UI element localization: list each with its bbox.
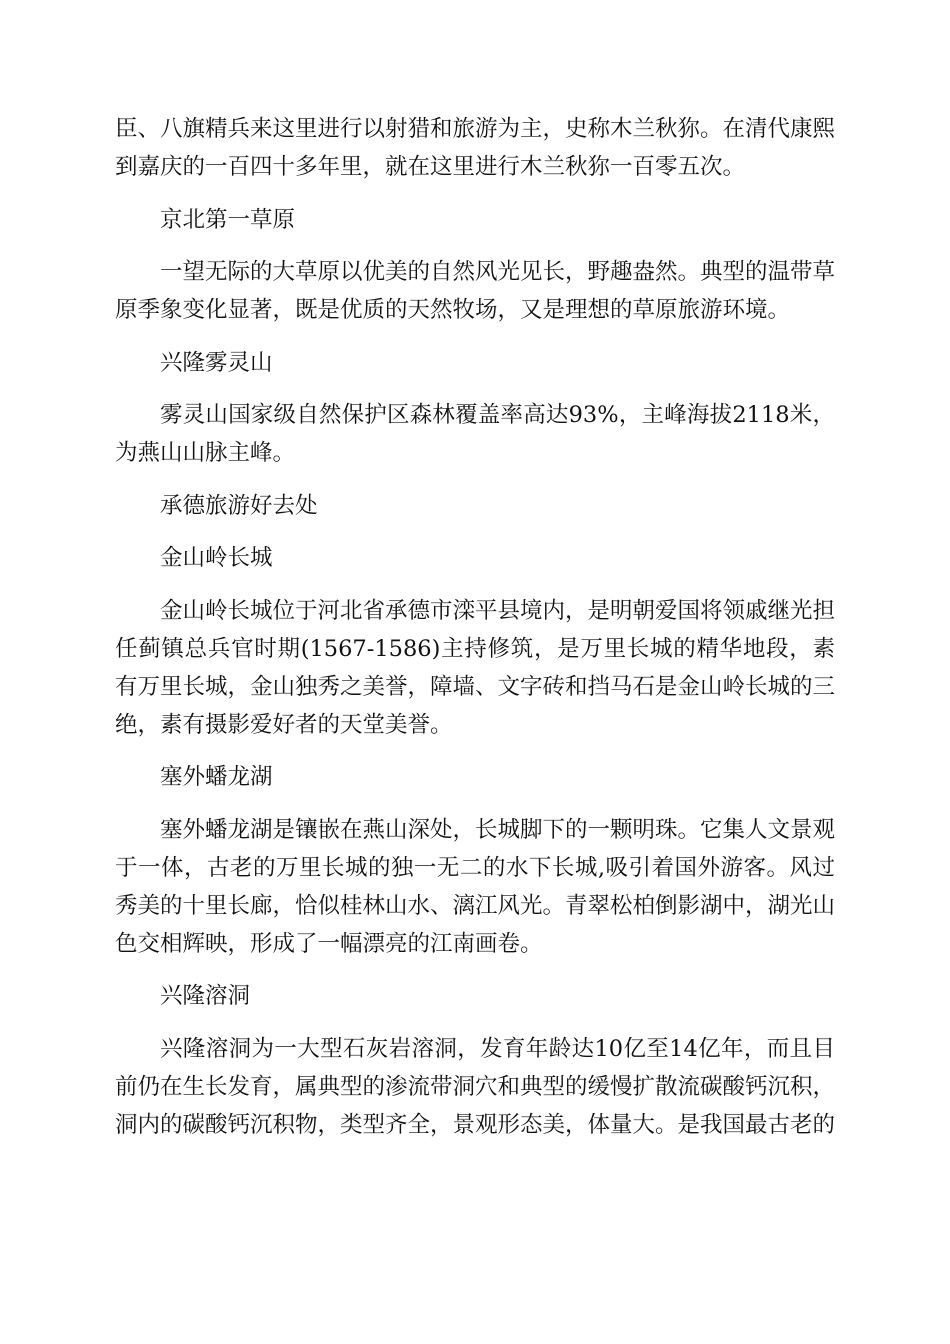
- paragraph-wuling-mountain: 雾灵山国家级自然保护区森林覆盖率高达93%，主峰海拔2118米，为燕山山脉主峰。: [115, 402, 835, 466]
- paragraph-panlong-lake: 塞外蟠龙湖是镶嵌在燕山深处，长城脚下的一颗明珠。它集人文景观于一体，古老的万里长城的独一无二的水下长城,吸引着国外游客。风过秀美的十里长廊，恰似桂林山水、漓江风光。青翠松柏倒影湖中，湖光山色交相辉映，形成了一幅漂亮的江南画卷。: [115, 816, 836, 957]
- paragraph-continuation: 臣、八旗精兵来这里进行以射猎和旅游为主，史称木兰秋狝。在清代康熙到嘉庆的一百四十多年里，就在这里进行木兰秋狝一百零五次。: [115, 116, 836, 180]
- section-heading-jingbei-grassland: 京北第一草原: [160, 206, 296, 233]
- paragraph-grassland: 一望无际的大草原以优美的自然风光见长，野趣盎然。典型的温带草原季象变化显著，既是优质的天然牧场，又是理想的草原旅游环境。: [115, 259, 836, 323]
- section-heading-chengde-travel: 承德旅游好去处: [160, 492, 318, 519]
- section-heading-jinshanling-great-wall: 金山岭长城: [160, 545, 273, 571]
- section-heading-xinglong-cave: 兴隆溶洞: [160, 983, 251, 1009]
- paragraph-jinshanling-great-wall: 金山岭长城位于河北省承德市滦平县境内，是明朝爱国将领戚继光担任蓟镇总兵官时期(1567-1586)主持修筑，是万里长城的精华地段，素有万里长城，金山独秀之美誉，障墙、文字砖和挡马石是金山岭长城的三绝，素有摄影爱好者的天堂美誉。: [115, 597, 836, 738]
- document-body: [115, 110, 835, 1158]
- section-heading-wuling-mountain: 兴隆雾灵山: [160, 349, 273, 376]
- paragraph-xinglong-cave: 兴隆溶洞为一大型石灰岩溶洞，发育年龄达10亿至14亿年，而且目前仍在生长发育，属典型的渗流带洞穴和典型的缓慢扩散流碳酸钙沉积，洞内的碳酸钙沉积物，类型齐全，景观形态美，体量大。是我国最古老的: [115, 1035, 836, 1138]
- section-heading-panlong-lake: 塞外蟠龙湖: [160, 764, 273, 790]
